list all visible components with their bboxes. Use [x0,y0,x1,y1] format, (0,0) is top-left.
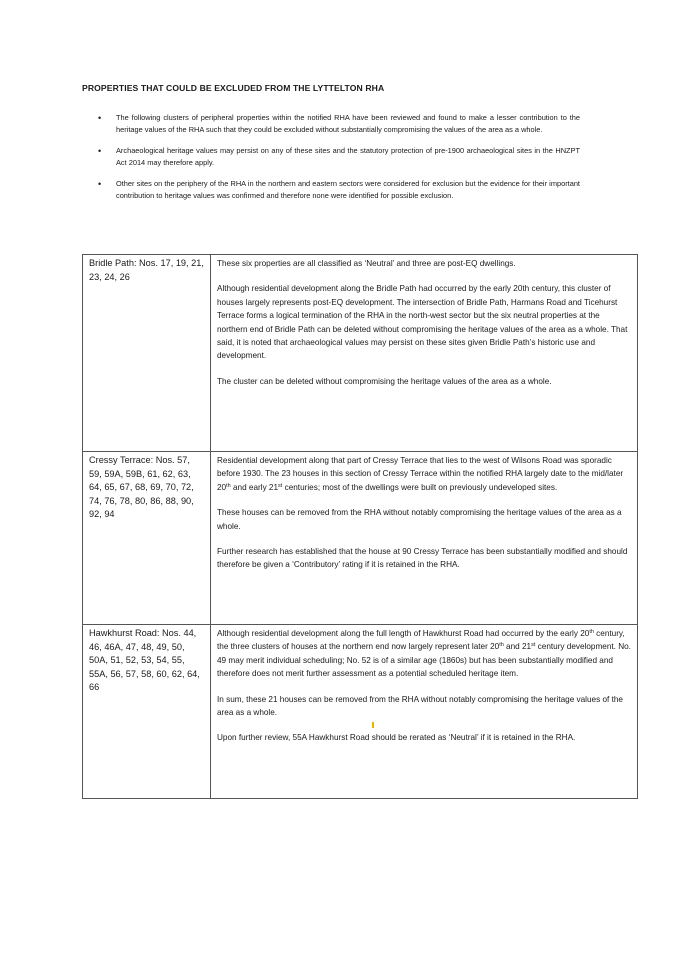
table-row [83,625,638,799]
table-row [83,452,638,625]
location-cell: Hawkhurst Road: Nos. 44, 46, 46A, 47, 48, 49, 50, 50A, 51, 52, 53, 54, 55, 55A, 56, 57, 58, 60, 62, 64, 66 [83,625,211,799]
bullet-text: Archaeological heritage values may persist on any of these sites and the statutory protection of pre-1900 archaeological sites in the HNZPT Act 2014 may therefore apply. [116,146,580,167]
page-heading: PROPERTIES THAT COULD BE EXCLUDED FROM THE LYTTELTON RHA [82,83,385,93]
paragraph: Residential development along that part of Cressy Terrace that lies to the west of Wilsons Road was sporadic before 1930. The 23 houses in this section of Cressy Terrace within the notified RHA largely date to the mid/later 20th and early 21st centuries; most of the dwellings were built on previously undeveloped sites. [217,456,624,492]
bullet-icon: • [98,113,102,123]
paragraph: Further research has established that the house at 90 Cressy Terrace has been substantially modified and should therefore be given a ‘Contributory’ rating if it is retained in the RHA. [217,547,628,570]
bullet-icon: • [98,146,102,156]
table-row [83,255,638,452]
description-cell [211,625,638,799]
bullet-text: Other sites on the periphery of the RHA in the northern and eastern sectors were considered for exclusion but the evidence for their important contribution to heritage values was confirmed and therefore none were identified for possible exclusion. [116,179,580,200]
bullet-item [98,112,580,136]
text-cursor-mark [372,722,374,728]
paragraph: These houses can be removed from the RHA without notably compromising the heritage values of the area as a whole. [217,508,622,531]
bullet-text: The following clusters of peripheral properties within the notified RHA have been reviewed and found to make a lesser contribution to the heritage values of the RHA such that they could be excluded without substantially compromising the values of the area as a whole. [116,113,580,134]
description-cell [211,452,638,625]
description-cell [211,255,638,452]
bullet-item [98,145,580,169]
paragraph: These six properties are all classified as ‘Neutral’ and three are post-EQ dwellings. [217,259,516,268]
paragraph: In sum, these 21 houses can be removed from the RHA without notably compromising the heritage values of the area as a whole. [217,694,623,718]
bullet-list [98,112,580,211]
bullet-icon: • [98,179,102,189]
paragraph: Although residential development along the Bridle Path had occurred by the early 20th century, this cluster of houses largely represents post-EQ development. The intersection of Bridle Path, Harmans Road and Ticehurst Terrace forms a logical termination of the RHA in the north-west sector but the six neutral properties at the northern end of Bridle Path can be deleted without compromising the heritage values of the area as a whole. That said, it is noted that archaeological values may persist on these sites given Bridle Path’s historic use and development. [217,284,628,361]
exclusions-table [82,254,638,799]
bullet-item [98,178,580,202]
location-cell: Cressy Terrace: Nos. 57, 59, 59A, 59B, 61, 62, 63, 64, 65, 67, 68, 69, 70, 72, 74, 76, 78, 80, 86, 88, 90, 92, 94 [83,452,211,625]
location-cell: Bridle Path: Nos. 17, 19, 21, 23, 24, 26 [83,255,211,452]
paragraph: The cluster can be deleted without compromising the heritage values of the area as a whole. [217,376,552,386]
paragraph: Upon further review, 55A Hawkhurst Road should be rerated as ‘Neutral’ if it is retained in the RHA. [217,733,576,743]
paragraph: Although residential development along the full length of Hawkhurst Road had occurred by the early 20th century, the three clusters of houses at the northern end now largely represent later 20th and 21st century development. No. 49 may merit individual scheduling; No. 52 is of a similar age (1860s) but has been substantially modified and therefore does not merit further assessment as a potential scheduled heritage item. [217,629,631,679]
